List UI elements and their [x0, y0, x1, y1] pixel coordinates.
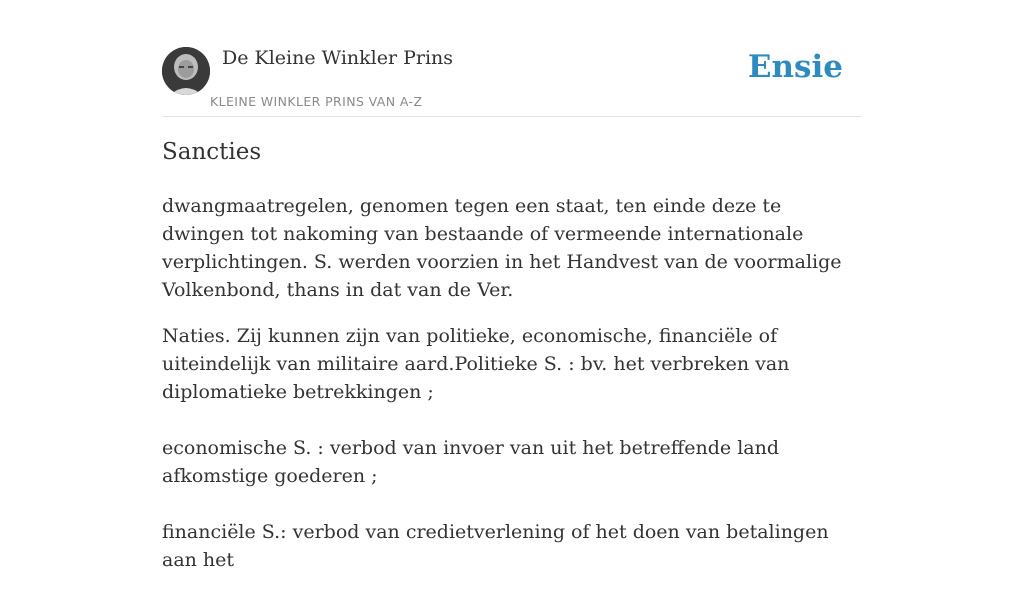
entry-title: Sancties [162, 139, 262, 165]
entry-paragraph: dwangmaatregelen, genomen tegen een staat, ten einde deze te dwingen tot nakoming van bestaande of vermeende internationale verplichtingen. S. werden voorzien in het Handvest van de voormalige Volkenbond, thans in dat van de Ver. [162, 195, 842, 301]
author-avatar[interactable] [162, 47, 210, 95]
entry-header [162, 44, 862, 117]
entry-paragraph: financiële S.: verbod van credietverlening of het doen van betalingen aan het [162, 521, 829, 571]
ensie-logo-link[interactable]: Ensie [747, 49, 843, 85]
source-title[interactable]: De Kleine Winkler Prins [222, 47, 454, 69]
entry-body [162, 192, 862, 592]
entry-paragraph: Naties. Zij kunnen zijn van politieke, economische, financiële of uiteindelijk van militaire aard.Politieke S. : bv. het verbreken van diplomatieke betrekkingen ; [162, 325, 790, 403]
source-subtitle[interactable]: KLEINE WINKLER PRINS VAN A-Z [210, 94, 423, 109]
entry-paragraph: economische S. : verbod van invoer van uit het betreffende land afkomstige goederen ; [162, 437, 779, 487]
author-portrait-image [162, 47, 210, 95]
